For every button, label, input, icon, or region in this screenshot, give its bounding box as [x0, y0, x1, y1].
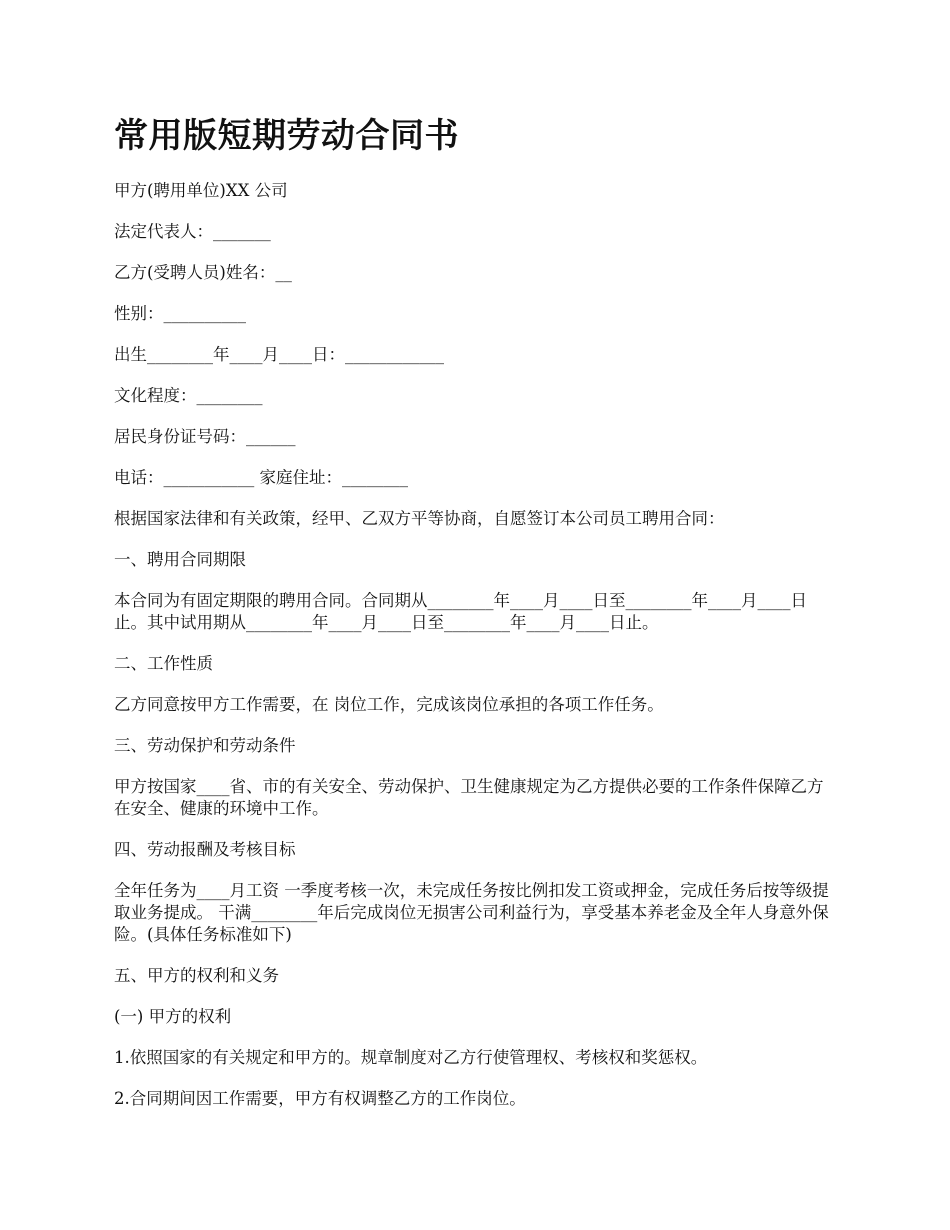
party-a-line: 甲方(聘用单位)XX 公司	[114, 181, 288, 200]
section-heading-nature: 二、工作性质	[114, 654, 213, 673]
protection-paragraph: 甲方按国家____省、市的有关安全、劳动保护、卫生健康规定为乙方提供必要的工作条件保障乙方在安全、健康的环境中工作。	[114, 777, 824, 818]
nature-paragraph: 乙方同意按甲方工作需要，在 岗位工作，完成该岗位承担的各项工作任务。	[114, 695, 664, 714]
term-paragraph: 本合同为有固定期限的聘用合同。合同期从________年____月____日至________年____月____日止。其中试用期从________年____月____日至________年____月____日止。	[114, 591, 807, 632]
section-heading-remuneration: 四、劳动报酬及考核目标	[114, 840, 296, 859]
preamble-paragraph: 根据国家法律和有关政策，经甲、乙双方平等协商，自愿签订本公司员工聘用合同：	[114, 509, 725, 528]
document-title: 常用版短期劳动合同书	[114, 116, 459, 156]
section-heading-protection: 三、劳动保护和劳动条件	[114, 736, 296, 755]
party-b-name-line: 乙方(受聘人员)姓名：__	[114, 263, 292, 282]
rights-item-1: 1.依照国家的有关规定和甲方的。规章制度对乙方行使管理权、考核权和奖惩权。	[114, 1048, 708, 1067]
subheading-party-a-rights: (一) 甲方的权利	[114, 1007, 232, 1026]
gender-line: 性别：__________	[114, 304, 246, 323]
phone-address-line: 电话：___________ 家庭住址：________	[114, 468, 408, 487]
remuneration-paragraph: 全年任务为____月工资 一季度考核一次，未完成任务按比例扣发工资或押金，完成任务后按等级提取业务提成。 干满________年后完成岗位无损害公司利益行为，享受基本养老金及全年人身意外保险。(具体任务标准如下)	[114, 881, 829, 944]
education-line: 文化程度：________	[114, 386, 263, 405]
legal-representative-line: 法定代表人：_______	[114, 222, 271, 241]
rights-item-2: 2.合同期间因工作需要，甲方有权调整乙方的工作岗位。	[114, 1089, 526, 1108]
birth-date-line: 出生________年____月____日：____________	[114, 345, 444, 364]
section-heading-party-a-rights: 五、甲方的权利和义务	[114, 966, 279, 985]
id-number-line: 居民身份证号码：______	[114, 427, 296, 446]
section-heading-term: 一、聘用合同期限	[114, 550, 246, 569]
